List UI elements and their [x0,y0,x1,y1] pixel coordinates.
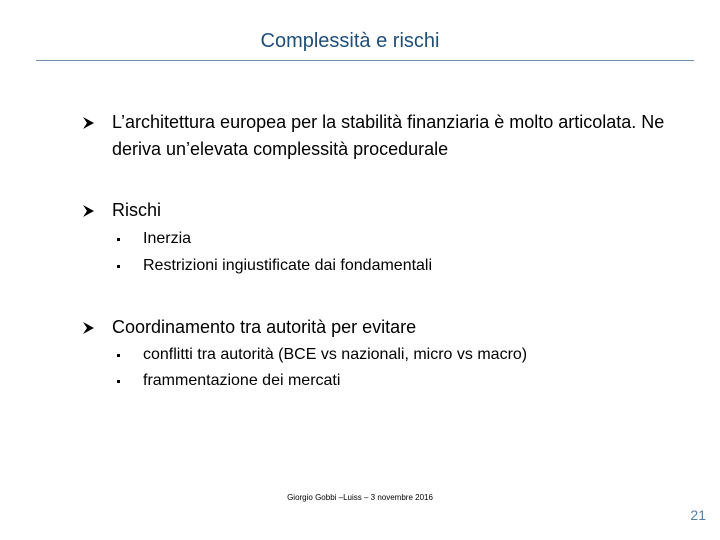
page-number: 21 [690,507,706,523]
title-divider [36,60,694,61]
bullet-text: Coordinamento tra autorità per evitare [112,317,417,337]
sub-bullet-dot-icon [115,228,121,250]
bullet-text: L’architettura europea per la stabilità finanziaria è molto articolata. Ne deriva un’elevata complessità procedurale [112,112,665,159]
arrowhead-bullet-icon [83,198,97,223]
arrowhead-bullet-icon [83,110,97,135]
arrowhead-bullet-icon [83,315,97,340]
sub-bullet-text: Inerzia [143,230,192,247]
sub-bullet-text: frammentazione dei mercati [143,372,341,389]
slide-footer: Giorgio Gobbi –Luiss – 3 novembre 2016 [287,493,433,502]
sub-bullet-text: Restrizioni ingiustificate dai fondamentali [143,257,433,274]
sub-bullet-dot-icon [115,370,121,392]
sub-bullet-dot-icon [115,255,121,277]
sub-bullet-text: conflitti tra autorità (BCE vs nazionali, micro vs macro) [143,346,528,363]
bullet-text: Rischi [112,200,162,220]
slide-title: Complessità e rischi [260,30,440,52]
sub-bullet-dot-icon [115,344,121,366]
